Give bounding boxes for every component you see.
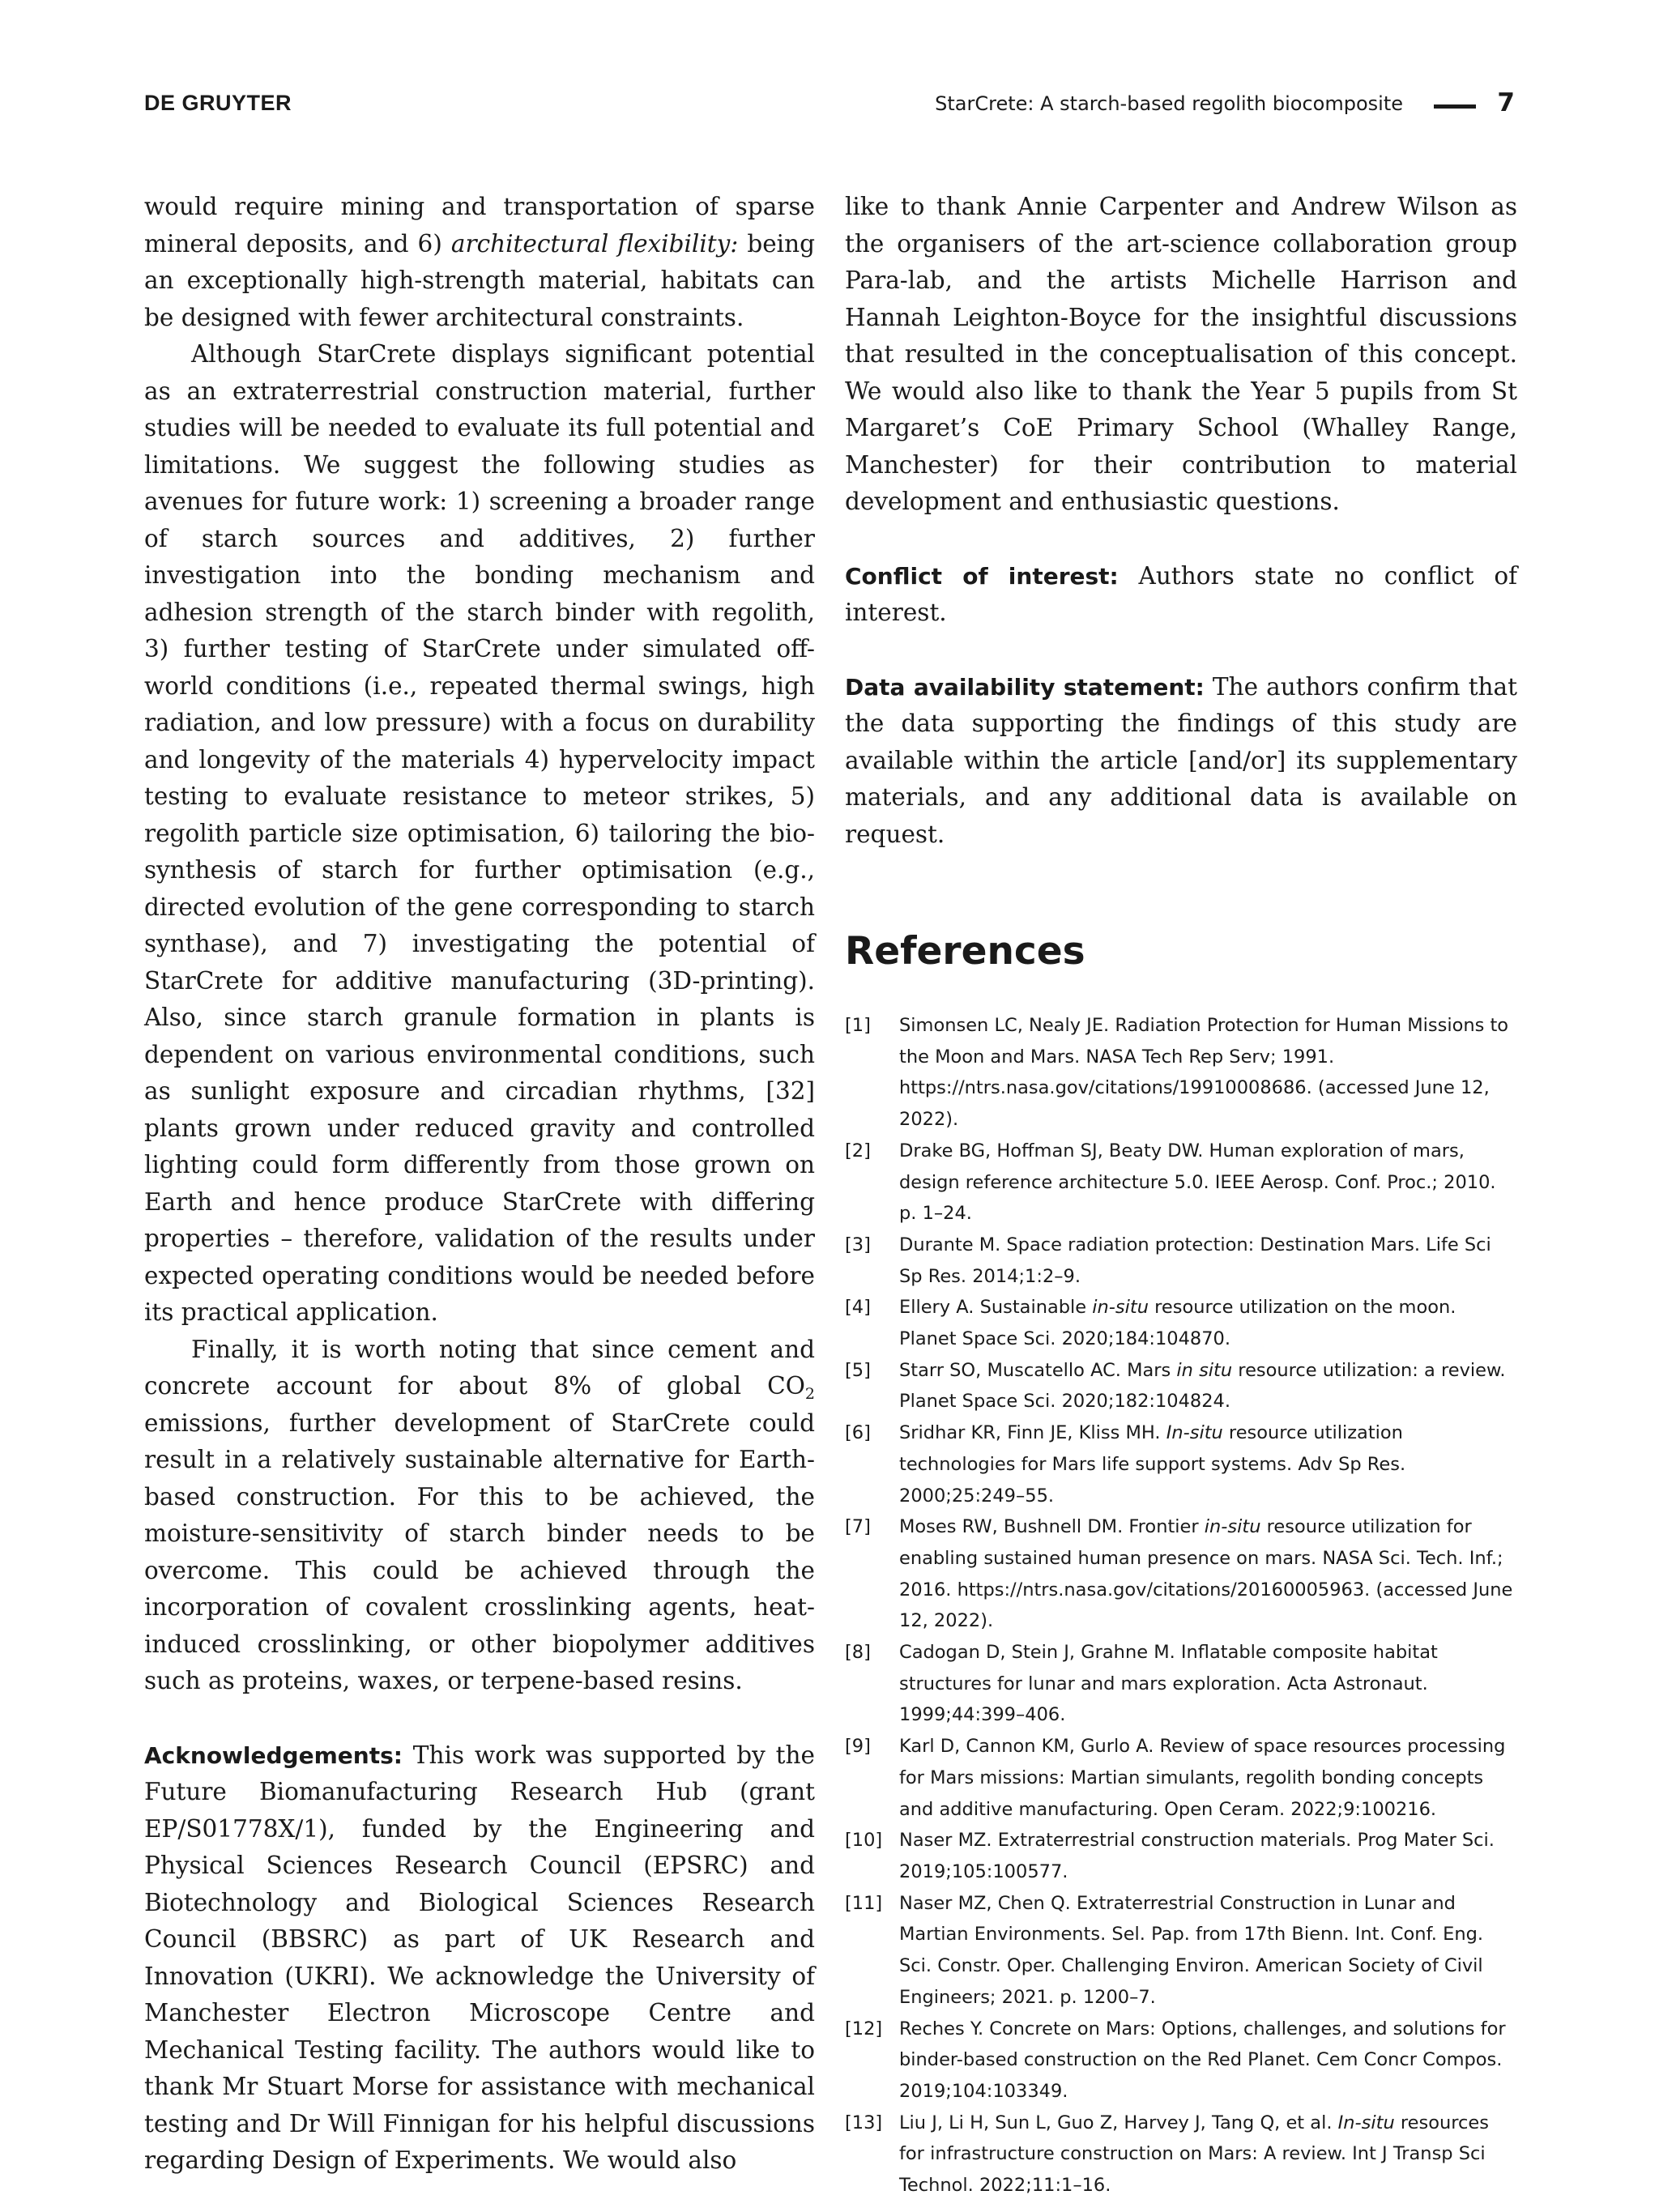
reference-number: [6] bbox=[845, 1422, 871, 1444]
conflict-label: Conflict of interest: bbox=[845, 562, 1119, 590]
reference-text: Durante M. Space radiation protection: Destination Mars. Life Sci Sp Res. 2014;1:2–9. bbox=[899, 1234, 1491, 1287]
reference-text: Liu J, Li H, Sun L, Guo Z, Harvey J, Tang Q, et al. In-situ resources for infrastructure construction on Mars: A review. Int J Transp Sci Technol. 2022;11:1–16. bbox=[899, 2112, 1489, 2197]
right-column bbox=[845, 189, 1517, 2201]
reference-text: Cadogan D, Stein J, Grahne M. Inflatable composite habitat structures for lunar and mars exploration. Acta Astronaut. 1999;44:399–406. bbox=[899, 1642, 1438, 1726]
reference-item bbox=[845, 1511, 1517, 1637]
subscript: 2 bbox=[804, 1385, 815, 1403]
reference-text: Moses RW, Bushnell DM. Frontier in-situ resource utilization for enabling sustained human presence on mars. NASA Sci. Tech. Inf.; 2016. https://ntrs.nasa.gov/citations/20160005963. (accessed June 12, 2022). bbox=[899, 1516, 1513, 1632]
reference-item bbox=[845, 2014, 1517, 2108]
reference-number: [3] bbox=[845, 1234, 871, 1255]
conflict-of-interest bbox=[845, 558, 1517, 632]
reference-item bbox=[845, 1136, 1517, 1230]
reference-number: [12] bbox=[845, 2018, 883, 2039]
paragraph-text: being an exceptionally high-strength material, habitats can be designed with fewer architectural constraints. bbox=[144, 229, 815, 331]
section-gap bbox=[845, 853, 1517, 927]
data-availability-label: Data availability statement: bbox=[845, 673, 1205, 701]
acknowledgements-label: Acknowledgements: bbox=[144, 1741, 403, 1769]
reference-text: Reches Y. Concrete on Mars: Options, challenges, and solutions for binder-based construction on the Red Planet. Cem Concr Compos. 2019;104:103349. bbox=[899, 2018, 1506, 2102]
section-gap bbox=[845, 521, 1517, 558]
section-gap bbox=[144, 1700, 815, 1737]
reference-item bbox=[845, 1230, 1517, 1292]
reference-text: Ellery A. Sustainable in-situ resource utilization on the moon. Planet Space Sci. 2020;184:104870. bbox=[899, 1297, 1456, 1350]
publisher-name: DE GRUYTER bbox=[144, 91, 292, 115]
reference-item bbox=[845, 1010, 1517, 1136]
reference-item bbox=[845, 1888, 1517, 2014]
running-title: StarCrete: A starch-based regolith biocomposite bbox=[935, 92, 1403, 115]
reference-text: Starr SO, Muscatello AC. Mars in situ resource utilization: a review. Planet Space Sci. 2020;182:104824. bbox=[899, 1359, 1506, 1413]
reference-number: [2] bbox=[845, 1140, 871, 1161]
reference-number: [5] bbox=[845, 1359, 871, 1381]
data-availability bbox=[845, 669, 1517, 854]
running-head bbox=[144, 88, 1515, 123]
reference-item bbox=[845, 1355, 1517, 1417]
reference-number: [7] bbox=[845, 1516, 871, 1538]
reference-item bbox=[845, 1731, 1517, 1825]
reference-item bbox=[845, 1417, 1517, 1511]
page-number: 7 bbox=[1497, 88, 1515, 117]
paragraph-sustainability bbox=[144, 1332, 815, 1700]
reference-number: [11] bbox=[845, 1892, 883, 1914]
emphasis-term: architectural flexibility: bbox=[450, 229, 739, 258]
reference-item bbox=[845, 1637, 1517, 1731]
reference-text: Naser MZ. Extraterrestrial construction materials. Prog Mater Sci. 2019;105:100577. bbox=[899, 1830, 1495, 1882]
reference-text: Simonsen LC, Nealy JE. Radiation Protection for Human Missions to the Moon and Mars. NASA Tech Rep Serv; 1991. https://ntrs.nasa.gov/citations/19910008686. (accessed June 12, 2022). bbox=[899, 1015, 1509, 1131]
reference-number: [13] bbox=[845, 2112, 883, 2133]
reference-text: Sridhar KR, Finn JE, Kliss MH. In-situ resource utilization technologies for Mars life support systems. Adv Sp Res. 2000;25:249–55. bbox=[899, 1422, 1406, 1507]
left-column bbox=[144, 189, 815, 2180]
reference-item bbox=[845, 2108, 1517, 2201]
paragraph-text: Finally, it is worth noting that since cement and concrete account for about 8% of global CO bbox=[144, 1335, 815, 1400]
acknowledgements-continued: like to thank Annie Carpenter and Andrew Wilson as the organisers of the art-science collaboration group Para-lab, and the artists Michelle Harrison and Hannah Leighton-Boyce for the insightful discussions that resulted in the conceptualisation of this concept. We would also like to thank the Year 5 pupils from St Margaret’s CoE Primary School (Whalley Range, Manchester) for their contribution to material development and enthusiastic questions. bbox=[845, 193, 1517, 515]
reference-text: Karl D, Cannon KM, Gurlo A. Review of space resources processing for Mars missions: Martian simulants, regolith bonding concepts and additive manufacturing. Open Ceram. 2022;9:100216. bbox=[899, 1736, 1506, 1820]
section-gap bbox=[845, 632, 1517, 669]
conflict-text: Authors state no conflict of interest. bbox=[845, 561, 1517, 626]
paragraph-text: would require mining and transportation of sparse mineral deposits, and 6) bbox=[144, 193, 815, 258]
reference-item bbox=[845, 1825, 1517, 1887]
reference-number: [1] bbox=[845, 1015, 871, 1036]
reference-list bbox=[845, 1010, 1517, 2201]
acknowledgements bbox=[144, 1737, 815, 2180]
reference-text: Drake BG, Hoffman SJ, Beaty DW. Human exploration of mars, design reference architecture 5.0. IEEE Aerosp. Conf. Proc.; 2010. p. 1–24. bbox=[899, 1140, 1496, 1225]
reference-number: [9] bbox=[845, 1736, 871, 1758]
section-gap bbox=[845, 976, 1517, 1010]
paragraph-text: emissions, further development of StarCrete could result in a relatively sustainable alternative for Earth-based construction. For this to be achieved, the moisture-sensitivity of starch binder needs to be overcome. This could be achieved through the incorporation of covalent crosslinking agents, heat-induced crosslinking, or other biopolymer additives such as proteins, waxes, or terpene-based resins. bbox=[144, 1409, 815, 1694]
reference-item bbox=[845, 1292, 1517, 1354]
acknowledgements-text: This work was supported by the Future Biomanufacturing Research Hub (grant EP/S01778X/1), funded by the Engineering and Physical Sciences Research Council (EPSRC) and Biotechnology and Biological Sciences Research Council (BBSRC) as part of UK Research and Innovation (UKRI). We acknowledge the University of Manchester Electron Microscope Centre and Mechanical Testing facility. The authors would like to thank Mr Stuart Morse for assistance with mechanical testing and Dr Will Finnigan for his helpful discussions regarding Design of Experiments. We would also bbox=[144, 1741, 815, 2174]
paragraph-future-work: Although StarCrete displays significant potential as an extraterrestrial construction material, further studies will be needed to evaluate its full potential and limitations. We suggest the following studies as avenues for future work: 1) screening a broader range of starch sources and additives, 2) further investigation into the bonding mechanism and adhesion strength of the starch binder with regolith, 3) further testing of StarCrete under simulated off-world conditions (i.e., repeated thermal swings, high radiation, and low pressure) with a focus on durability and longevity of the materials 4) hypervelocity impact testing to evaluate resistance to meteor strikes, 5) regolith particle size optimisation, 6) tailoring the biosynthesis of starch for further optimisation (e.g., directed evolution of the gene corresponding to starch synthase), and 7) investigating the potential of StarCrete for additive manufacturing (3D-printing). Also, since starch granule formation in plants is dependent on various environmental conditions, such as sunlight exposure and circadian rhythms, [32] plants grown under reduced gravity and controlled lighting could form differently from those grown on Earth and hence produce StarCrete with differing properties – therefore, validation of the results under expected operating conditions would be needed before its practical application. bbox=[144, 340, 815, 1326]
reference-number: [8] bbox=[845, 1642, 871, 1664]
header-rule bbox=[1434, 104, 1476, 109]
data-availability-text: The authors confirm that the data supporting the findings of this study are available within the article [and/or] its supplementary materials, and any additional data is available on request. bbox=[845, 672, 1517, 848]
reference-number: [10] bbox=[845, 1830, 883, 1852]
reference-number: [4] bbox=[845, 1297, 871, 1319]
reference-text: Naser MZ, Chen Q. Extraterrestrial Construction in Lunar and Martian Environments. Sel. Pap. from 17th Bienn. Int. Conf. Eng. Sci. Constr. Oper. Challenging Environ. American Society of Civil Engineers; 2021. p. 1200–7. bbox=[899, 1892, 1484, 2008]
paragraph-intro bbox=[144, 189, 815, 336]
references-heading: References bbox=[845, 929, 1085, 974]
